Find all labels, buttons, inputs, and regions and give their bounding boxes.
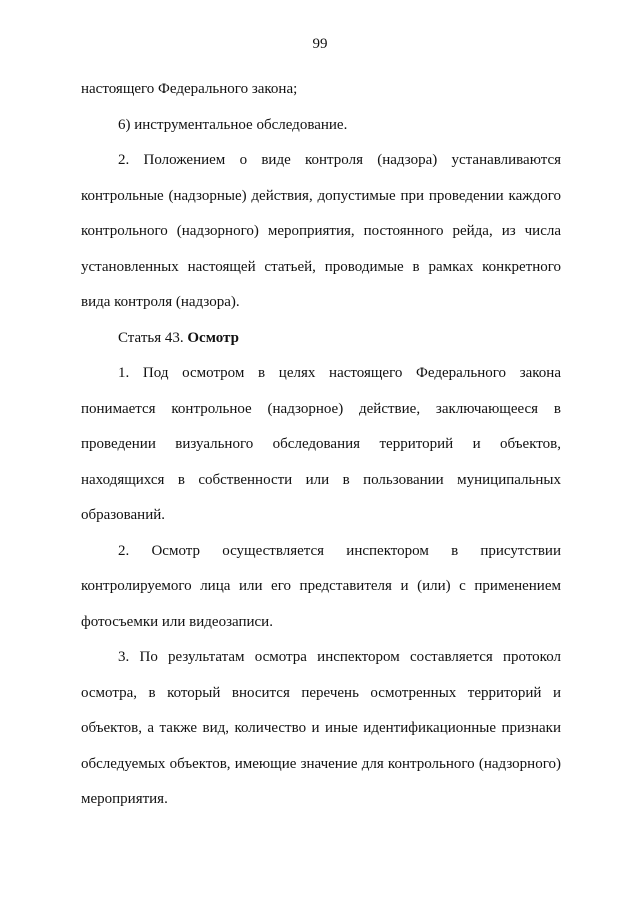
paragraph-item-6: 6) инструментальное обследование. (118, 116, 348, 133)
article-number: Статья 43. (118, 329, 188, 346)
paragraph-part-2: 2. Положением о виде контроля (надзора) устанавливаются контрольные (надзорные) действия, допустимые при проведении каждого контрольного (надзорного) мероприятия, постоянного рейда, из числа установленных настоящей статьей, проводимые в рамках конкретного вида контроля (надзора). (81, 152, 561, 310)
article-title: Осмотр (187, 329, 239, 346)
article-paragraph-2: 2. Осмотр осуществляется инспектором в присутствии контролируемого лица или его представителя и (или) с применением фотосъемки или видеозаписи. (81, 542, 561, 630)
page-number: 99 (312, 36, 328, 52)
article-paragraph-1: 1. Под осмотром в целях настоящего Федерального закона понимается контрольное (надзорное) действие, заключающееся в проведении визуального обследования территорий и объектов, находящихся в собственности или в пользовании муниципальных образований. (81, 365, 561, 523)
paragraph-continuation: настоящего Федерального закона; (81, 81, 298, 97)
document-body (81, 72, 561, 818)
article-paragraph-3: 3. По результатам осмотра инспектором составляется протокол осмотра, в который вносится перечень осмотренных территорий и объектов, а также вид, количество и иные идентификационные признаки обследуемых объектов, имеющие значение для контрольного (надзорного) мероприятия. (81, 649, 561, 807)
article-heading (81, 321, 561, 357)
